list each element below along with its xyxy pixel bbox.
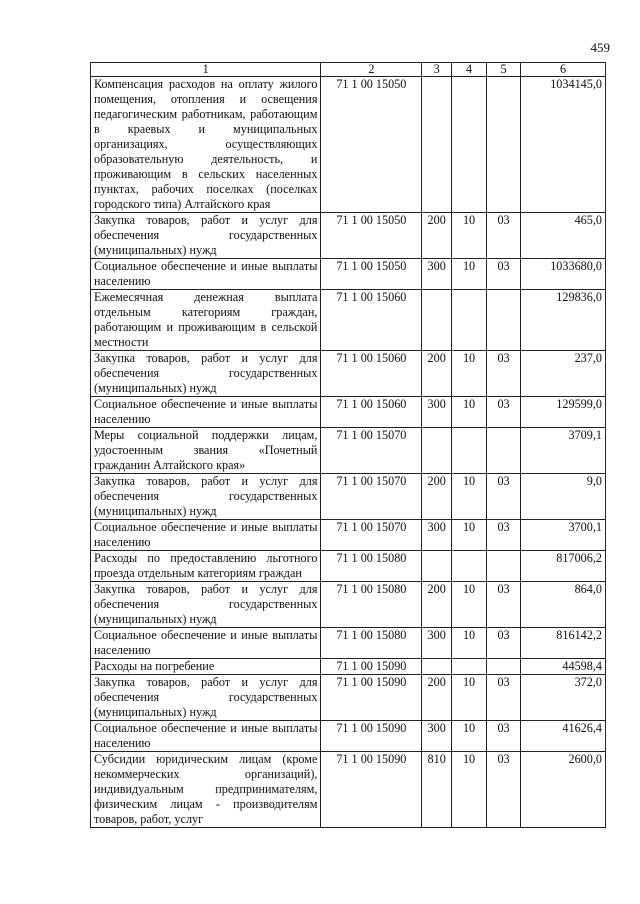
expense-type-code: 200 — [422, 213, 452, 259]
target-article-code: 71 1 00 15090 — [321, 752, 422, 828]
section-code: 10 — [452, 259, 487, 290]
subsection-code: 03 — [487, 351, 521, 397]
section-code: 10 — [452, 675, 487, 721]
expense-name: Закупка товаров, работ и услуг для обеспечения государственных (муниципальных) нужд — [91, 474, 321, 520]
target-article-code: 71 1 00 15090 — [321, 659, 422, 675]
target-article-code: 71 1 00 15090 — [321, 675, 422, 721]
section-code: 10 — [452, 582, 487, 628]
expense-type-code — [422, 290, 452, 351]
table-row — [91, 290, 606, 351]
expense-name: Закупка товаров, работ и услуг для обеспечения государственных (муниципальных) нужд — [91, 582, 321, 628]
subsection-code — [487, 290, 521, 351]
amount: 3700,1 — [521, 520, 606, 551]
subsection-code — [487, 77, 521, 213]
expense-name: Расходы на погребение — [91, 659, 321, 675]
expense-type-code: 300 — [422, 259, 452, 290]
expense-type-code: 200 — [422, 582, 452, 628]
subsection-code: 03 — [487, 752, 521, 828]
table-row — [91, 520, 606, 551]
table-row — [91, 351, 606, 397]
table-row — [91, 551, 606, 582]
section-code — [452, 290, 487, 351]
subsection-code — [487, 428, 521, 474]
table-row — [91, 675, 606, 721]
table-row — [91, 721, 606, 752]
section-code: 10 — [452, 752, 487, 828]
table-row — [91, 628, 606, 659]
amount: 41626,4 — [521, 721, 606, 752]
expense-name: Ежемесячная денежная выплата отдельным категориям граждан, работающим и проживающим в сельской местности — [91, 290, 321, 351]
target-article-code: 71 1 00 15080 — [321, 582, 422, 628]
section-code: 10 — [452, 213, 487, 259]
expense-type-code — [422, 659, 452, 675]
expense-type-code: 300 — [422, 721, 452, 752]
subsection-code: 03 — [487, 675, 521, 721]
expense-name: Закупка товаров, работ и услуг для обеспечения государственных (муниципальных) нужд — [91, 675, 321, 721]
column-header: 4 — [452, 63, 487, 77]
amount: 817006,2 — [521, 551, 606, 582]
section-code — [452, 77, 487, 213]
target-article-code: 71 1 00 15050 — [321, 259, 422, 290]
expense-name: Субсидии юридическим лицам (кроме некоммерческих организаций), индивидуальным предпринимателям, физическим лицам - производителям товаров, работ, услуг — [91, 752, 321, 828]
target-article-code: 71 1 00 15070 — [321, 428, 422, 474]
table-row — [91, 474, 606, 520]
amount: 816142,2 — [521, 628, 606, 659]
subsection-code: 03 — [487, 397, 521, 428]
subsection-code: 03 — [487, 520, 521, 551]
column-header: 1 — [91, 63, 321, 77]
section-code: 10 — [452, 520, 487, 551]
expense-type-code: 200 — [422, 474, 452, 520]
target-article-code: 71 1 00 15060 — [321, 351, 422, 397]
expense-type-code: 200 — [422, 351, 452, 397]
expense-name: Социальное обеспечение и иные выплаты населению — [91, 397, 321, 428]
target-article-code: 71 1 00 15050 — [321, 213, 422, 259]
table-body — [91, 77, 606, 828]
amount: 237,0 — [521, 351, 606, 397]
target-article-code: 71 1 00 15070 — [321, 474, 422, 520]
table-row — [91, 259, 606, 290]
column-header: 6 — [521, 63, 606, 77]
target-article-code: 71 1 00 15060 — [321, 290, 422, 351]
amount: 864,0 — [521, 582, 606, 628]
section-code — [452, 551, 487, 582]
target-article-code: 71 1 00 15090 — [321, 721, 422, 752]
expense-type-code: 300 — [422, 520, 452, 551]
amount: 44598,4 — [521, 659, 606, 675]
target-article-code: 71 1 00 15070 — [321, 520, 422, 551]
table-row — [91, 659, 606, 675]
subsection-code: 03 — [487, 628, 521, 659]
subsection-code: 03 — [487, 213, 521, 259]
table-row — [91, 752, 606, 828]
subsection-code: 03 — [487, 259, 521, 290]
amount: 1034145,0 — [521, 77, 606, 213]
expense-type-code — [422, 428, 452, 474]
amount: 465,0 — [521, 213, 606, 259]
subsection-code — [487, 659, 521, 675]
expense-name: Социальное обеспечение и иные выплаты населению — [91, 520, 321, 551]
table-row — [91, 397, 606, 428]
target-article-code: 71 1 00 15080 — [321, 628, 422, 659]
expense-type-code — [422, 77, 452, 213]
column-header: 2 — [321, 63, 422, 77]
amount: 372,0 — [521, 675, 606, 721]
section-code: 10 — [452, 474, 487, 520]
section-code: 10 — [452, 628, 487, 659]
expense-type-code: 200 — [422, 675, 452, 721]
table-row — [91, 428, 606, 474]
amount: 129599,0 — [521, 397, 606, 428]
expense-type-code: 810 — [422, 752, 452, 828]
section-code: 10 — [452, 351, 487, 397]
table-row — [91, 582, 606, 628]
section-code — [452, 659, 487, 675]
expense-name: Закупка товаров, работ и услуг для обеспечения государственных (муниципальных) нужд — [91, 351, 321, 397]
target-article-code: 71 1 00 15050 — [321, 77, 422, 213]
subsection-code: 03 — [487, 582, 521, 628]
expense-name: Меры социальной поддержки лицам, удостоенным звания «Почетный гражданин Алтайского края» — [91, 428, 321, 474]
target-article-code: 71 1 00 15060 — [321, 397, 422, 428]
table-row — [91, 213, 606, 259]
amount: 3709,1 — [521, 428, 606, 474]
expense-type-code: 300 — [422, 628, 452, 659]
expense-name: Расходы по предоставлению льготного проезда отдельным категориям граждан — [91, 551, 321, 582]
section-code: 10 — [452, 397, 487, 428]
table-header-row — [91, 63, 606, 77]
expense-name: Социальное обеспечение и иные выплаты населению — [91, 628, 321, 659]
amount: 129836,0 — [521, 290, 606, 351]
expense-name: Социальное обеспечение и иные выплаты населению — [91, 259, 321, 290]
target-article-code: 71 1 00 15080 — [321, 551, 422, 582]
amount: 9,0 — [521, 474, 606, 520]
page-number: 459 — [590, 40, 610, 55]
table-row — [91, 77, 606, 213]
section-code — [452, 428, 487, 474]
subsection-code: 03 — [487, 721, 521, 752]
column-header: 3 — [422, 63, 452, 77]
expense-name: Компенсация расходов на оплату жилого помещения, отопления и освещения педагогическим работникам, работающим в краевых и муниципальных организациях, осуществляющих образовательную деятельность, и проживающим в сельских населенных пунктах, рабочих поселках (поселках городского типа) Алтайского края — [91, 77, 321, 213]
column-header: 5 — [487, 63, 521, 77]
expense-type-code: 300 — [422, 397, 452, 428]
amount: 1033680,0 — [521, 259, 606, 290]
section-code: 10 — [452, 721, 487, 752]
expense-name: Социальное обеспечение и иные выплаты населению — [91, 721, 321, 752]
subsection-code — [487, 551, 521, 582]
amount: 2600,0 — [521, 752, 606, 828]
expense-type-code — [422, 551, 452, 582]
subsection-code: 03 — [487, 474, 521, 520]
expense-name: Закупка товаров, работ и услуг для обеспечения государственных (муниципальных) нужд — [91, 213, 321, 259]
budget-table — [90, 62, 606, 828]
